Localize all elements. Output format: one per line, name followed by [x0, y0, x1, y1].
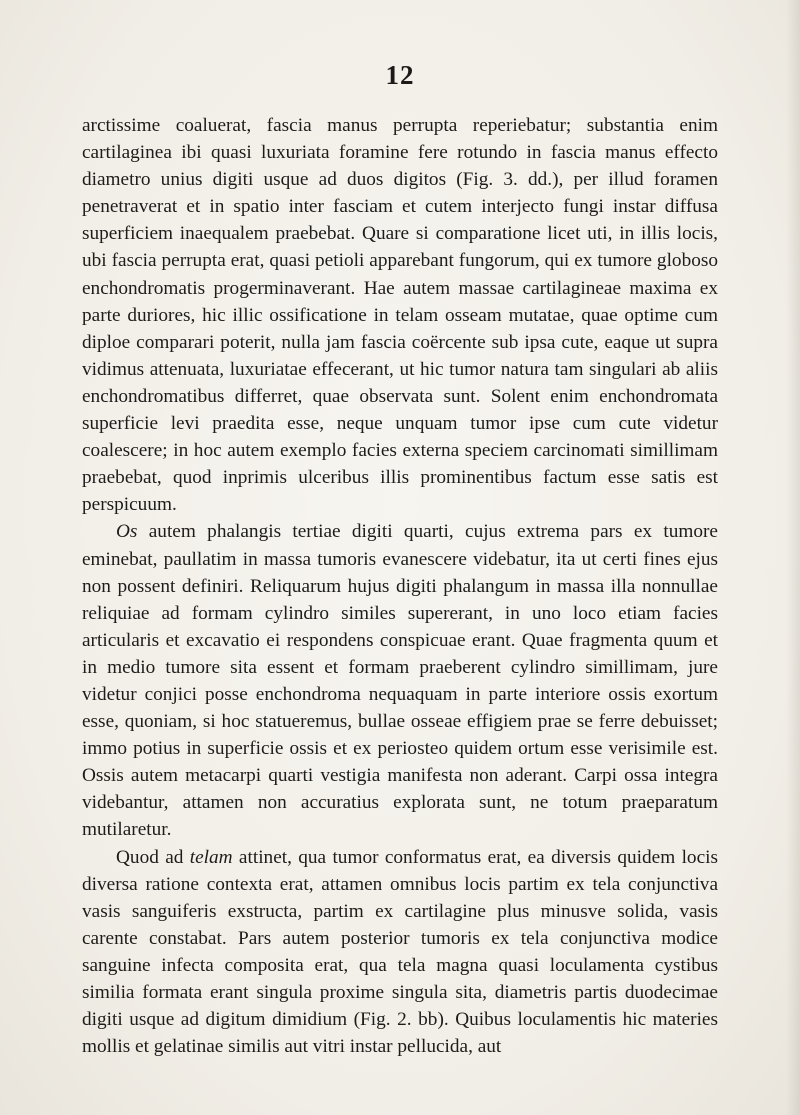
page-number: 12 [385, 60, 415, 90]
text-run: arctissime coaluerat, fascia manus perrupta reperiebatur; substantia enim cartilaginea ibi quasi luxuriata foramine fere rotundo in fascia manus effecto diametro unius digiti usque ad duos digitos (Fig. 3. dd.), per illud foramen penetraverat et in spatio inter fasciam et cutem interjecto fungi instar diffusa superficiem inaequalem praebebat. Quare si comparatione licet uti, in illis locis, ubi fascia perrupta erat, quasi petioli apparebant fungorum, qui ex tumore globoso enchondromatis progerminaverant. Hae autem massae cartilagineae maxima ex parte duriores, hic illic ossificatione in telam osseam mutatae, quae optime cum diploe comparari poterit, nulla jam fascia coërcente sub ipsa cute, eaque ut supra vidimus attenuata, luxuriatae effecerant, ut hic tumor natura tam singulari ab aliis enchondromatibus differret, quae observata sunt. Solent enim enchondromata superficie levi praedita esse, neque unquam tumor ipse cum cute videtur coalescere; in hoc autem exemplo facies externa speciem carcinomati simillimam praebebat, quod inprimis ulceribus illis prominentibus factum esse satis est perspicuum. [82, 115, 718, 516]
text-run: attinet, qua tumor conformatus erat, ea diversis quidem locis diversa ratione contexta erat, attamen omnibus locis partim ex tela conjunctiva vasis sanguiferis exstructa, partim ex cartilagine plus minusve solida, vasis carente constabat. Pars autem posterior tumoris ex tela conjunctiva modice sanguine infecta composita erat, qua tela magna quasi loculamenta cystibus similia formata erant singula proxime singula sita, diametris partis duodecimae digiti usque ad digitum dimidium (Fig. 2. bb). Quibus loculamentis hic materies mollis et gelatinae similis aut vitri instar pellucida, aut [82, 846, 718, 1058]
italic-text: telam [189, 846, 233, 868]
paragraph [82, 844, 718, 1061]
text-run: Quod ad [116, 846, 190, 868]
text-run: autem phalangis tertiae digiti quarti, cujus extrema pars ex tumore eminebat, paullatim in massa tumoris evanescere videbatur, ita ut certi fines ejus non possent definiri. Reliquarum hujus digiti phalangum in massa illa nonnullae reliquiae ad formam cylindro similes supererant, in uno loco etiam facies articularis et excavatio ei respondens conspicuae erant. Quae fragmenta quum et in medio tumore sita essent et formam praeberent cylindro simillimam, jure videtur conjici posse enchondroma nequaquam in parte interiore ossis exortum esse, quoniam, si hoc statueremus, bullae osseae effigiem prae se ferre debuisset; immo potius in superficie ossis et ex periosteo quidem ortum esse verisimile est. Ossis autem metacarpi quarti vestigia manifesta non aderant. Carpi ossa integra videbantur, attamen non accuratius explorata sunt, ne totum praeparatum mutilaretur. [82, 521, 718, 841]
body-text [82, 112, 718, 1060]
page-edge-shadow [786, 0, 800, 1115]
italic-text: Os [116, 521, 138, 543]
paragraph [82, 518, 718, 843]
paragraph [82, 112, 718, 518]
